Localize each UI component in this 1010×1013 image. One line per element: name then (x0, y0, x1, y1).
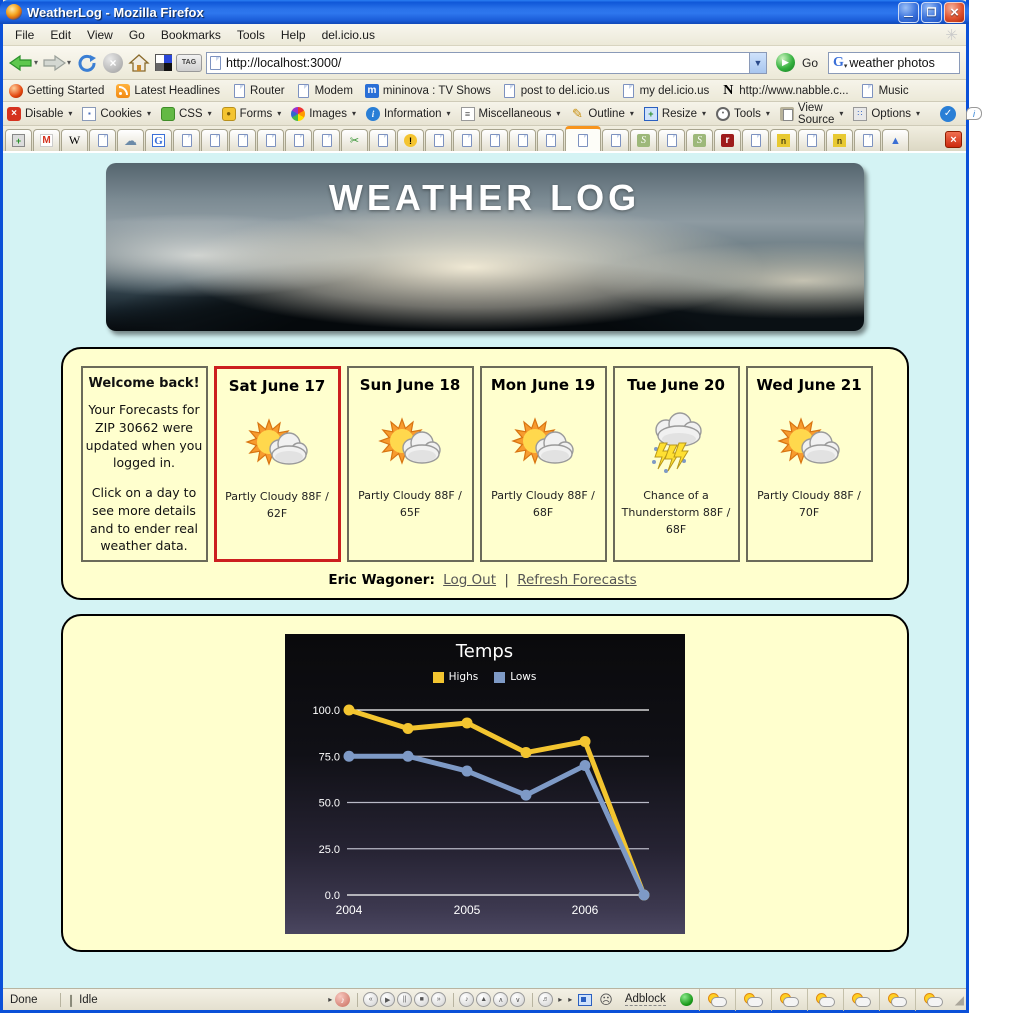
devbar-view-source[interactable] (780, 102, 843, 126)
bookmark-label: http://www.nabble.c... (739, 84, 849, 97)
day-description: Partly Cloudy 88F / 70F (757, 489, 861, 520)
user-name: Eric Wagoner: (328, 572, 435, 588)
browser-tab[interactable] (341, 129, 368, 151)
browser-tab[interactable] (61, 129, 88, 151)
computer-icon[interactable] (578, 994, 592, 1006)
day-card-wed[interactable] (746, 366, 873, 562)
status-bar (3, 988, 966, 1010)
search-engine-dropdown-icon[interactable]: ▾ (843, 62, 848, 70)
go-button-icon[interactable]: ▶ (776, 53, 795, 72)
welcome-box (81, 366, 208, 562)
devbar-options[interactable] (853, 107, 920, 121)
partly-cloudy-icon (851, 993, 871, 1007)
page-icon (210, 134, 220, 147)
day-title: Sun June 18 (359, 376, 461, 394)
day-description: Partly Cloudy 88F / 65F (358, 489, 462, 520)
delicious-squares-icon[interactable] (155, 54, 172, 71)
browser-tab[interactable] (257, 129, 284, 151)
weather-forecast-cell[interactable] (699, 989, 735, 1011)
disable-icon: × (7, 107, 21, 121)
partly-cloudy-icon (776, 411, 842, 475)
navigation-toolbar (3, 46, 966, 80)
scissors-icon: ✂ (349, 135, 360, 147)
devbar-label: Options (871, 107, 911, 120)
statusbar-grip-icon: ❙ (66, 992, 77, 1007)
menu-delicious[interactable]: del.icio.us (321, 27, 375, 42)
day-card-sat[interactable] (214, 366, 341, 562)
menu-tools[interactable]: Tools (236, 27, 265, 42)
browser-tab-active[interactable] (565, 126, 601, 151)
page-icon (98, 134, 108, 147)
devbar-label: Information (383, 107, 442, 120)
resize-window-icon: + (644, 107, 658, 121)
devbar-resize[interactable] (644, 107, 706, 121)
bookmark-label: Latest Headlines (134, 84, 221, 97)
legend-label: Lows (510, 671, 537, 683)
bookmarks-toolbar (3, 80, 966, 102)
devbar-disable[interactable] (7, 107, 72, 121)
partly-cloudy-icon (510, 411, 576, 475)
info-icon: i (366, 107, 380, 121)
partly-cloudy-icon (779, 993, 799, 1007)
bookmark-label: mininova : TV Shows (382, 84, 491, 97)
weather-forecast-cell[interactable] (843, 989, 879, 1011)
page-icon (667, 134, 677, 147)
gmail-icon: M (40, 134, 53, 147)
devbar-label: View Source (797, 101, 835, 126)
thunderstorm-icon (643, 411, 709, 475)
page-icon (322, 134, 332, 147)
bookmark-label: Getting Started (27, 84, 105, 97)
day-title: Wed June 21 (756, 376, 862, 394)
forward-dropdown-icon[interactable]: ▾ (67, 58, 72, 67)
adblock-label[interactable]: Adblock (624, 993, 666, 1005)
stop-button[interactable]: × (103, 53, 123, 73)
clock-icon: • (716, 107, 730, 121)
svg-text:100.0: 100.0 (311, 705, 340, 717)
page-icon (611, 134, 621, 147)
lock-icon: ● (222, 107, 236, 121)
browser-tab[interactable] (537, 129, 564, 151)
page-favicon (210, 56, 221, 70)
page-icon (434, 134, 444, 147)
cookies-icon: ▪ (82, 107, 96, 121)
devbar-label: Disable (25, 107, 64, 120)
feedback-bubble-icon[interactable]: i (966, 107, 982, 120)
go-button-label[interactable]: Go (801, 55, 818, 70)
browser-tab[interactable] (145, 129, 172, 151)
welcome-paragraph-1: Your Forecasts for ZIP 30662 were updated when you logged in. (85, 402, 203, 471)
page-icon (518, 134, 528, 147)
browser-tab[interactable] (742, 129, 769, 151)
list-icon: ≡ (461, 107, 475, 121)
script-icon: S (693, 134, 706, 147)
line-chart-plot (285, 634, 685, 934)
bookmark-latest-headlines[interactable] (116, 84, 220, 98)
page-icon (294, 134, 304, 147)
forward-button[interactable] (42, 54, 71, 72)
svg-text:25.0: 25.0 (318, 843, 340, 856)
browser-tab[interactable] (33, 129, 60, 151)
devbar-outline[interactable] (570, 107, 633, 121)
page-icon (862, 84, 873, 98)
devbar-label: Miscellaneous (478, 107, 552, 120)
bookmark-router[interactable] (232, 84, 285, 98)
devbar-label: Cookies (100, 107, 142, 120)
nabble-icon: N (723, 82, 734, 98)
page-icon (182, 134, 192, 147)
weather-forecast-cell[interactable] (807, 989, 843, 1011)
menu-view[interactable]: View (87, 27, 113, 42)
devbar-forms[interactable] (222, 107, 282, 121)
weather-forecast-cell[interactable] (879, 989, 915, 1011)
welcome-heading: Welcome back! (88, 376, 200, 391)
devbar-label: CSS (178, 107, 203, 120)
more-arrow-icon[interactable]: ▸ (568, 995, 573, 1004)
clipboard-icon (780, 107, 794, 121)
devbar-label: Outline (588, 107, 625, 120)
close-button[interactable] (944, 2, 965, 23)
devbar-label: Tools (734, 107, 761, 120)
previous-track-button[interactable]: « (363, 992, 378, 1007)
bookmark-modem[interactable] (297, 84, 353, 98)
menu-edit[interactable]: Edit (50, 27, 72, 42)
footer-separator: | (504, 572, 509, 588)
ruby-icon: r (721, 134, 734, 147)
window-title: WeatherLog - Mozilla Firefox (27, 4, 204, 20)
devbar-css[interactable] (161, 107, 212, 121)
browser-tab[interactable] (117, 129, 144, 151)
devbar-tools[interactable] (716, 107, 770, 121)
browser-tab[interactable] (313, 129, 340, 151)
page-icon (578, 134, 588, 147)
page-icon (378, 134, 388, 147)
more-arrow-icon[interactable]: ▸ (558, 995, 563, 1004)
bookmark-nabble[interactable] (721, 84, 848, 98)
note-icon: n (833, 134, 846, 147)
devbar-miscellaneous[interactable] (461, 107, 561, 121)
banner-image (106, 163, 864, 331)
speaker-button[interactable]: ♬ (538, 992, 553, 1007)
browser-tab[interactable] (453, 129, 480, 151)
browser-tab[interactable] (509, 129, 536, 151)
partly-cloudy-icon (743, 993, 763, 1007)
account-footer (63, 572, 907, 588)
logout-link[interactable]: Log Out (443, 572, 497, 588)
legend-label: Highs (448, 671, 479, 683)
day-card-tue[interactable] (613, 366, 740, 562)
menu-help[interactable]: Help (280, 27, 306, 42)
bookmark-post-delicious[interactable] (503, 84, 610, 98)
mininova-icon: m (365, 84, 379, 98)
devbar-images[interactable] (291, 107, 356, 121)
back-button[interactable] (9, 54, 38, 72)
browser-tab[interactable] (5, 129, 32, 151)
forecast-panel (61, 347, 909, 600)
bookmark-label: my del.icio.us (639, 84, 710, 97)
page-title: WEATHER LOG (328, 177, 641, 218)
page-icon (490, 134, 500, 147)
bookmark-getting-started[interactable] (9, 84, 104, 98)
day-title: Sat June 17 (228, 377, 326, 395)
throbber-icon: ✳ (945, 26, 958, 44)
home-button[interactable] (127, 51, 151, 75)
devbar-label: Forms (239, 107, 273, 120)
browser-tab[interactable] (854, 129, 881, 151)
refresh-forecasts-link[interactable]: Refresh Forecasts (517, 572, 637, 588)
page-icon (863, 134, 873, 147)
browser-tab[interactable] (369, 129, 396, 151)
page-icon (462, 134, 472, 147)
web-developer-toolbar (3, 101, 976, 126)
page-icon (807, 134, 817, 147)
browser-tab[interactable] (826, 129, 853, 151)
playlist-note-button[interactable]: ♪ (459, 992, 474, 1007)
browser-tab[interactable] (602, 129, 629, 151)
reload-button[interactable] (75, 51, 99, 75)
menu-file[interactable]: File (15, 27, 35, 42)
bookmark-label: post to del.icio.us (520, 84, 610, 97)
url-dropdown-icon[interactable]: ▼ (749, 53, 766, 73)
svg-text:50.0: 50.0 (318, 797, 340, 810)
volume-up-button[interactable]: ∧ (493, 992, 508, 1007)
bookmark-label: Router (250, 84, 285, 97)
partly-cloudy-icon (887, 993, 907, 1007)
url-bar[interactable] (206, 52, 767, 74)
day-description: Chance of a Thunderstorm 88F / 68F (621, 489, 731, 537)
page-icon (504, 84, 515, 98)
stop-playback-button[interactable]: ■ (414, 992, 429, 1007)
next-track-button[interactable]: » (431, 992, 446, 1007)
browser-tab[interactable] (285, 129, 312, 151)
browser-tab[interactable] (714, 129, 741, 151)
browser-tab[interactable] (425, 129, 452, 151)
title-bar (0, 0, 969, 24)
partly-cloudy-icon (377, 411, 443, 475)
tab-strip (3, 126, 966, 153)
play-button[interactable]: ▶ (380, 992, 395, 1007)
day-description: Partly Cloudy 88F / 68F (491, 489, 595, 520)
devbar-label: Images (309, 107, 347, 120)
pencil-icon: ✎ (571, 105, 583, 121)
music-note-icon[interactable]: ♪ (335, 992, 350, 1007)
google-icon: G (833, 54, 844, 70)
browser-tab[interactable] (770, 129, 797, 151)
browser-tab[interactable] (882, 129, 909, 151)
browser-tab[interactable] (686, 129, 713, 151)
day-title: Tue June 20 (627, 376, 725, 394)
pause-button[interactable]: || (397, 992, 412, 1007)
chart-title: Temps (455, 641, 514, 662)
page-icon (623, 84, 634, 98)
bookmark-music[interactable] (861, 84, 909, 98)
validation-check-icon[interactable]: ✓ (940, 106, 956, 122)
partly-cloudy-icon (707, 993, 727, 1007)
tag-button[interactable]: TAG (176, 54, 202, 72)
getting-started-icon (9, 84, 23, 98)
svg-text:2004: 2004 (335, 903, 362, 917)
eject-button[interactable]: ▲ (476, 992, 491, 1007)
day-card-mon[interactable] (480, 366, 607, 562)
foxytunes-mode: Idle (79, 993, 98, 1006)
browser-tab[interactable] (798, 129, 825, 151)
options-icon: ∷ (853, 107, 867, 121)
url-input[interactable] (221, 56, 749, 70)
menu-bookmarks[interactable]: Bookmarks (160, 27, 221, 42)
palette-icon (291, 107, 305, 121)
search-box[interactable] (828, 52, 960, 74)
page-content (3, 153, 966, 988)
printer-icon: + (12, 134, 25, 147)
bookmark-label: Music (878, 84, 909, 97)
devbar-label: Resize (661, 107, 698, 120)
page-icon (751, 134, 761, 147)
chart-panel (61, 614, 909, 952)
day-card-sun[interactable] (347, 366, 474, 562)
rss-icon (116, 84, 130, 98)
maximize-button[interactable] (921, 2, 942, 23)
svg-text:75.0: 75.0 (318, 751, 340, 764)
browser-tab[interactable] (397, 129, 424, 151)
cloud-icon: ☁ (124, 132, 137, 148)
partly-cloudy-icon (923, 993, 943, 1007)
warning-icon: ! (404, 134, 417, 147)
bookmark-label: Modem (314, 84, 353, 97)
devbar-cookies[interactable] (82, 107, 151, 121)
svg-text:2006: 2006 (571, 903, 598, 917)
svg-text:0.0: 0.0 (324, 890, 340, 902)
browser-tab[interactable] (658, 129, 685, 151)
weather-forecast-cell[interactable] (735, 989, 771, 1011)
note-icon: n (777, 134, 790, 147)
wikipedia-icon: W (68, 133, 81, 147)
resize-grip-icon[interactable]: ◢ (954, 992, 964, 1007)
search-input[interactable] (849, 56, 1010, 70)
page-icon (298, 84, 309, 98)
back-dropdown-icon[interactable]: ▾ (34, 58, 39, 67)
menu-bar (3, 24, 966, 46)
browser-tab[interactable] (173, 129, 200, 151)
adblock-status-icon[interactable] (680, 993, 693, 1006)
weather-forecast-cell[interactable] (771, 989, 807, 1011)
google-icon: G (152, 134, 165, 147)
day-title: Mon June 19 (490, 376, 596, 394)
browser-tab[interactable] (89, 129, 116, 151)
script-icon: S (637, 134, 650, 147)
browser-tab[interactable] (630, 129, 657, 151)
browser-tab[interactable] (481, 129, 508, 151)
mountain-icon: ▲ (890, 134, 901, 147)
status-text: Done (10, 993, 38, 1006)
weather-forecast-cells (699, 989, 951, 1011)
firefox-icon (6, 4, 22, 20)
tab-strip-tabs (5, 126, 910, 151)
menu-go[interactable]: Go (128, 27, 145, 42)
welcome-paragraph-2: Click on a day to see more details and to ender real weather data. (89, 485, 199, 554)
temps-chart (285, 634, 685, 934)
svg-text:2005: 2005 (453, 903, 480, 917)
page-icon (234, 84, 245, 98)
css-icon (161, 107, 175, 121)
devbar-information[interactable] (366, 107, 451, 121)
partly-cloudy-icon (244, 412, 310, 476)
browser-tab[interactable] (201, 129, 228, 151)
partly-cloudy-icon (815, 993, 835, 1007)
bookmark-my-delicious[interactable] (622, 84, 710, 98)
weather-forecast-cell[interactable] (915, 989, 951, 1011)
volume-down-button[interactable]: ∨ (510, 992, 525, 1007)
page-icon (546, 134, 556, 147)
sad-face-icon[interactable]: ☹ (599, 991, 613, 1007)
browser-tab[interactable] (229, 129, 256, 151)
close-tab-button[interactable]: × (945, 131, 962, 148)
page-icon (266, 134, 276, 147)
minimize-button[interactable] (898, 2, 919, 23)
expand-arrow-icon[interactable]: ▸ (328, 995, 333, 1004)
bookmark-mininova[interactable] (365, 84, 491, 98)
page-icon (238, 134, 248, 147)
day-description: Partly Cloudy 88F / 62F (225, 490, 329, 521)
